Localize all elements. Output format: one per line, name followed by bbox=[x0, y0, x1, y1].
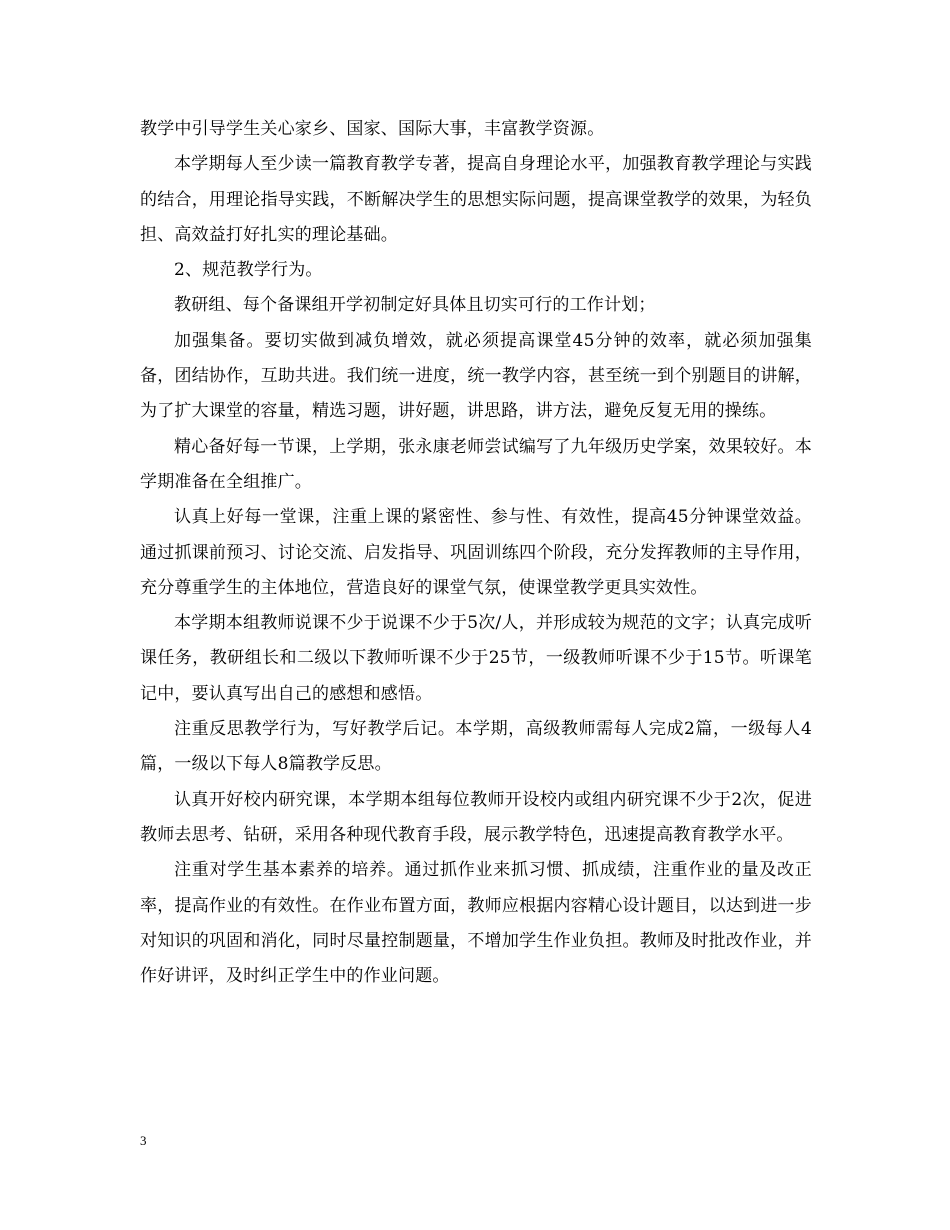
paragraph-research-class: 认真开好校内研究课，本学期本组每位教师开设校内或组内研究课不少于2次，促进教师去思考、钻研，采用各种现代教育手段，展示教学特色，迅速提高教育教学水平。 bbox=[140, 789, 812, 845]
page-number: 3 bbox=[140, 1133, 147, 1148]
paragraph-class-teaching: 认真上好每一堂课，注重上课的紧密性、参与性、有效性，提高45分钟课堂效益。通过抓课前预习、讨论交流、启发指导、巩固训练四个阶段，充分发挥教师的主导作用，充分尊重学生的主体地位，营造良好的课堂气氛，使课堂教学更具实效性。 bbox=[140, 507, 812, 598]
document-body bbox=[140, 112, 812, 994]
paragraph-collective-prep: 加强集备。要切实做到减负增效，就必须提高课堂45分钟的效率，就必须加强集备，团结协作，互助共进。我们统一进度，统一教学内容，甚至统一到个别题目的讲解，为了扩大课堂的容量，精选习题，讲好题，讲思路，讲方法，避免反复无用的操练。 bbox=[140, 330, 812, 422]
paragraph-work-plan: 教研组、每个备课组开学初制定好具体且切实可行的工作计划； bbox=[174, 295, 656, 316]
paragraph-homework: 注重对学生基本素养的培养。通过抓作业来抓习惯、抓成绩，注重作业的量及改正率，提高作业的有效性。在作业布置方面，教师应根据内容精心设计题目，以达到进一步对知识的巩固和消化，同时尽量控制题量，不增加学生作业负担。教师及时批改作业，并作好讲评，及时纠正学生中的作业问题。 bbox=[140, 860, 812, 987]
paragraph-lesson-observation: 本学期本组教师说课不少于说课不少于5次/人，并形成较为规范的文字；认真完成听课任务，教研组长和二级以下教师听课不少于25节，一级教师听课不少于15节。听课笔记中，要认真写出自己的感想和感悟。 bbox=[140, 613, 812, 704]
paragraph-lesson-prep: 精心备好每一节课，上学期，张永康老师尝试编写了九年级历史学案，效果较好。本学期准备在全组推广。 bbox=[140, 436, 812, 492]
paragraph-reflection: 注重反思教学行为，写好教学后记。本学期，高级教师需每人完成2篇，一级每人4篇，一级以下每人8篇教学反思。 bbox=[140, 719, 812, 775]
paragraph-reading: 本学期每人至少读一篇教育教学专著，提高自身理论水平，加强教育教学理论与实践的结合，用理论指导实践，不断解决学生的思想实际问题，提高课堂教学的效果，为轻负担、高效益打好扎实的理论基础。 bbox=[140, 154, 812, 245]
section-heading: 2、规范教学行为。 bbox=[174, 260, 323, 281]
paragraph-continued: 教学中引导学生关心家乡、国家、国际大事，丰富教学资源。 bbox=[140, 119, 605, 139]
